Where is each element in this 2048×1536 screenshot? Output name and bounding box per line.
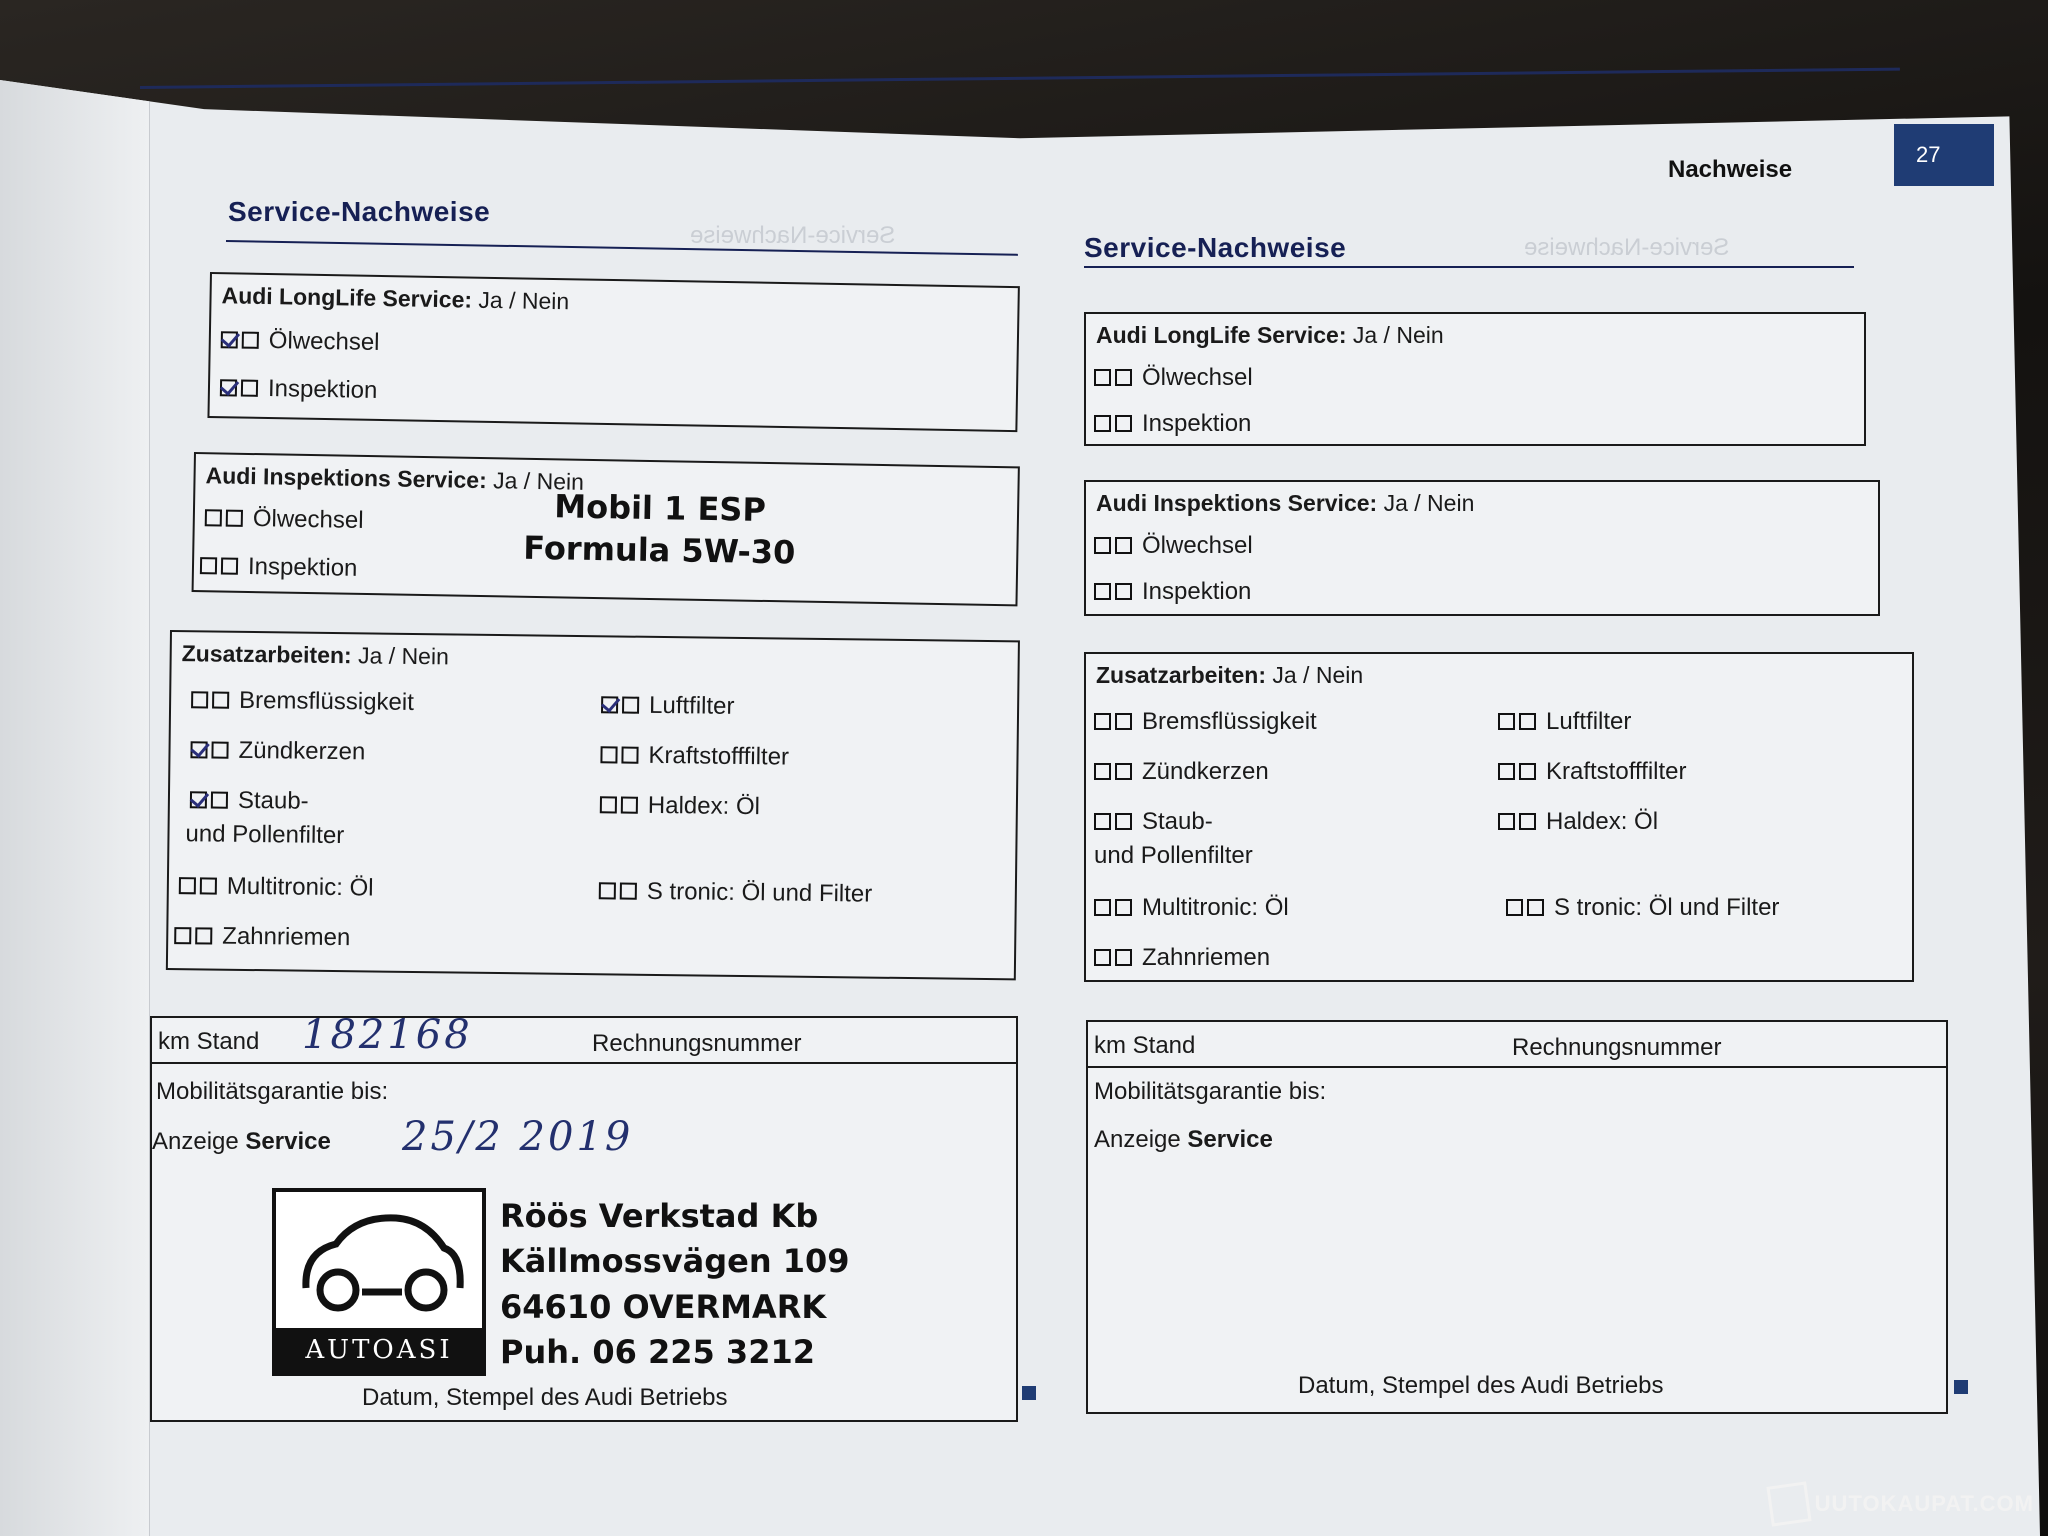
- nein-checkbox[interactable]: [241, 380, 258, 397]
- ja-checkbox[interactable]: [599, 882, 616, 899]
- ja-checkbox[interactable]: [1094, 415, 1111, 432]
- right-longlife-oil-row: Ölwechsel: [1094, 364, 1253, 392]
- left-longlife-inspection-row: Inspektion: [220, 374, 378, 405]
- km-value: 182168: [302, 1012, 473, 1058]
- inspection-title: Audi Inspektions Service: Ja / Nein: [205, 462, 585, 495]
- ja-checkbox[interactable]: [1506, 899, 1523, 916]
- oil-stamp: Mobil 1 ESP Formula 5W-30: [523, 487, 796, 572]
- left-longlife-oil-row: Ölwechsel: [221, 326, 380, 357]
- spark-plugs-row: Zündkerzen: [190, 736, 365, 766]
- pollen-filter-label-2: und Pollenfilter: [185, 820, 345, 850]
- nein-checkbox[interactable]: [242, 332, 259, 349]
- extra-work-title: Zusatzarbeiten: Ja / Nein: [181, 640, 449, 670]
- ja-checkbox[interactable]: [205, 509, 222, 526]
- spark-plugs-row: Zündkerzen: [1094, 758, 1269, 786]
- nein-checkbox[interactable]: [1519, 763, 1536, 780]
- inspection-title: Audi Inspektions Service: Ja / Nein: [1096, 490, 1475, 516]
- s-tronic-row: S tronic: Öl und Filter: [599, 877, 873, 908]
- left-footer: Datum, Stempel des Audi Betriebs: [362, 1384, 728, 1411]
- right-footer: Datum, Stempel des Audi Betriebs: [1298, 1372, 1664, 1399]
- nein-checkbox[interactable]: [195, 927, 212, 944]
- nein-checkbox[interactable]: [221, 557, 238, 574]
- left-inspection-inspection-row: Inspektion: [200, 552, 358, 583]
- ja-checkbox[interactable]: [221, 331, 238, 348]
- page-edge: [0, 80, 150, 1536]
- watermark-logo-icon: [1766, 1481, 1811, 1526]
- record-divider: [152, 1062, 1016, 1064]
- multitronic-row: Multitronic: Öl: [1094, 894, 1289, 922]
- nein-checkbox[interactable]: [1527, 899, 1544, 916]
- nein-checkbox[interactable]: [621, 797, 638, 814]
- left-section-title: Service-Nachweise: [228, 196, 491, 227]
- service-date: 25/2 2019: [402, 1114, 634, 1160]
- nein-checkbox[interactable]: [621, 747, 638, 764]
- left-extra-work-box: [166, 630, 1020, 980]
- ja-checkbox[interactable]: [1094, 713, 1111, 730]
- pollen-filter-label-2: und Pollenfilter: [1094, 842, 1253, 869]
- nein-checkbox[interactable]: [1115, 415, 1132, 432]
- nein-checkbox[interactable]: [1115, 713, 1132, 730]
- left-longlife-box: [207, 272, 1019, 432]
- nein-checkbox[interactable]: [200, 877, 217, 894]
- nein-checkbox[interactable]: [1115, 899, 1132, 916]
- longlife-title: Audi LongLife Service: Ja / Nein: [221, 282, 570, 315]
- right-inspection-box: [1084, 480, 1880, 616]
- service-display-label: Anzeige Service: [152, 1128, 331, 1155]
- pollen-filter-row: Staub-: [190, 786, 309, 815]
- extra-work-title: Zusatzarbeiten: Ja / Nein: [1096, 662, 1364, 688]
- ja-checkbox[interactable]: [179, 877, 196, 894]
- car-icon: [276, 1192, 482, 1332]
- timing-belt-row: Zahnriemen: [1094, 944, 1270, 972]
- timing-belt-row: Zahnriemen: [174, 922, 350, 952]
- right-section-title: Service-Nachweise: [1084, 232, 1347, 263]
- ja-checkbox[interactable]: [200, 557, 217, 574]
- km-label: km Stand: [1094, 1032, 1196, 1059]
- mobility-label: Mobilitätsgarantie bis:: [1094, 1078, 1327, 1105]
- right-longlife-inspection-row: Inspektion: [1094, 410, 1251, 438]
- ja-checkbox[interactable]: [191, 691, 208, 708]
- nein-checkbox[interactable]: [1115, 813, 1132, 830]
- right-record-box: [1086, 1020, 1948, 1414]
- service-display-label: Anzeige Service: [1094, 1126, 1273, 1153]
- invoice-label: Rechnungsnummer: [1512, 1034, 1722, 1061]
- ja-checkbox[interactable]: [1094, 537, 1111, 554]
- nein-checkbox[interactable]: [212, 692, 229, 709]
- chapter-header: Nachweise: [1668, 156, 1793, 183]
- brake-fluid-row: Bremsflüssigkeit: [191, 686, 414, 717]
- nein-checkbox[interactable]: [622, 697, 639, 714]
- logo-text: AUTOASI: [276, 1328, 482, 1372]
- air-filter-row: Luftfilter: [1498, 708, 1631, 736]
- right-inspection-inspection-row: Inspektion: [1094, 578, 1251, 606]
- pollen-filter-row: Staub-: [1094, 808, 1213, 836]
- nein-checkbox[interactable]: [620, 883, 637, 900]
- page-number-tab: 27: [1894, 124, 1994, 186]
- ja-checkbox[interactable]: [1498, 813, 1515, 830]
- ja-checkbox[interactable]: [190, 791, 207, 808]
- right-ghost-title: Service-Nachweise: [1524, 234, 1730, 261]
- ja-checkbox[interactable]: [1094, 899, 1111, 916]
- ja-checkbox[interactable]: [1094, 583, 1111, 600]
- nein-checkbox[interactable]: [1115, 537, 1132, 554]
- nein-checkbox[interactable]: [1519, 713, 1536, 730]
- ja-checkbox[interactable]: [600, 746, 617, 763]
- ja-checkbox[interactable]: [1094, 949, 1111, 966]
- end-marker: [1954, 1380, 1968, 1394]
- record-divider: [1088, 1066, 1946, 1068]
- nein-checkbox[interactable]: [1115, 369, 1132, 386]
- haldex-oil-row: Haldex: Öl: [600, 791, 760, 821]
- multitronic-row: Multitronic: Öl: [179, 872, 374, 902]
- brake-fluid-row: Bremsflüssigkeit: [1094, 708, 1317, 736]
- invoice-label: Rechnungsnummer: [592, 1030, 802, 1057]
- haldex-oil-row: Haldex: Öl: [1498, 808, 1658, 836]
- nein-checkbox[interactable]: [1115, 949, 1132, 966]
- workshop-logo: [272, 1188, 486, 1376]
- left-record-box: [150, 1012, 1018, 1422]
- s-tronic-row: S tronic: Öl und Filter: [1506, 894, 1779, 922]
- air-filter-row: Luftfilter: [601, 691, 735, 721]
- ja-checkbox[interactable]: [1498, 713, 1515, 730]
- nein-checkbox[interactable]: [211, 742, 228, 759]
- right-inspection-oil-row: Ölwechsel: [1094, 532, 1253, 560]
- end-marker: [1022, 1386, 1036, 1400]
- nein-checkbox[interactable]: [1519, 813, 1536, 830]
- nein-checkbox[interactable]: [1115, 763, 1132, 780]
- ja-checkbox[interactable]: [600, 796, 617, 813]
- left-ghost-title: Service-Nachweise: [690, 222, 896, 249]
- right-extra-work-box: [1084, 652, 1914, 982]
- right-title-rule: [1084, 266, 1854, 268]
- ja-checkbox[interactable]: [174, 927, 191, 944]
- workshop-address: Röös Verkstad Kb Källmossvägen 109 64610 OVERMARK Puh. 06 225 3212: [500, 1197, 850, 1372]
- ja-checkbox[interactable]: [1094, 813, 1111, 830]
- ja-checkbox[interactable]: [220, 379, 237, 396]
- longlife-title: Audi LongLife Service: Ja / Nein: [1096, 322, 1444, 348]
- fuel-filter-row: Kraftstofffilter: [600, 741, 789, 771]
- mobility-label: Mobilitätsgarantie bis:: [156, 1078, 389, 1105]
- ja-checkbox[interactable]: [601, 696, 618, 713]
- nein-checkbox[interactable]: [226, 510, 243, 527]
- ja-checkbox[interactable]: [1094, 763, 1111, 780]
- km-label: km Stand: [158, 1028, 260, 1055]
- left-inspection-oil-row: Ölwechsel: [205, 504, 364, 535]
- nein-checkbox[interactable]: [211, 792, 228, 809]
- ja-checkbox[interactable]: [1094, 369, 1111, 386]
- ja-checkbox[interactable]: [1498, 763, 1515, 780]
- nein-checkbox[interactable]: [1115, 583, 1132, 600]
- ja-checkbox[interactable]: [190, 741, 207, 758]
- left-inspection-box: [192, 452, 1020, 606]
- workshop-stamp: [272, 1188, 850, 1376]
- fuel-filter-row: Kraftstofffilter: [1498, 758, 1687, 786]
- watermark: UUTOKAUPAT.COM: [1769, 1484, 2034, 1524]
- right-longlife-box: [1084, 312, 1866, 446]
